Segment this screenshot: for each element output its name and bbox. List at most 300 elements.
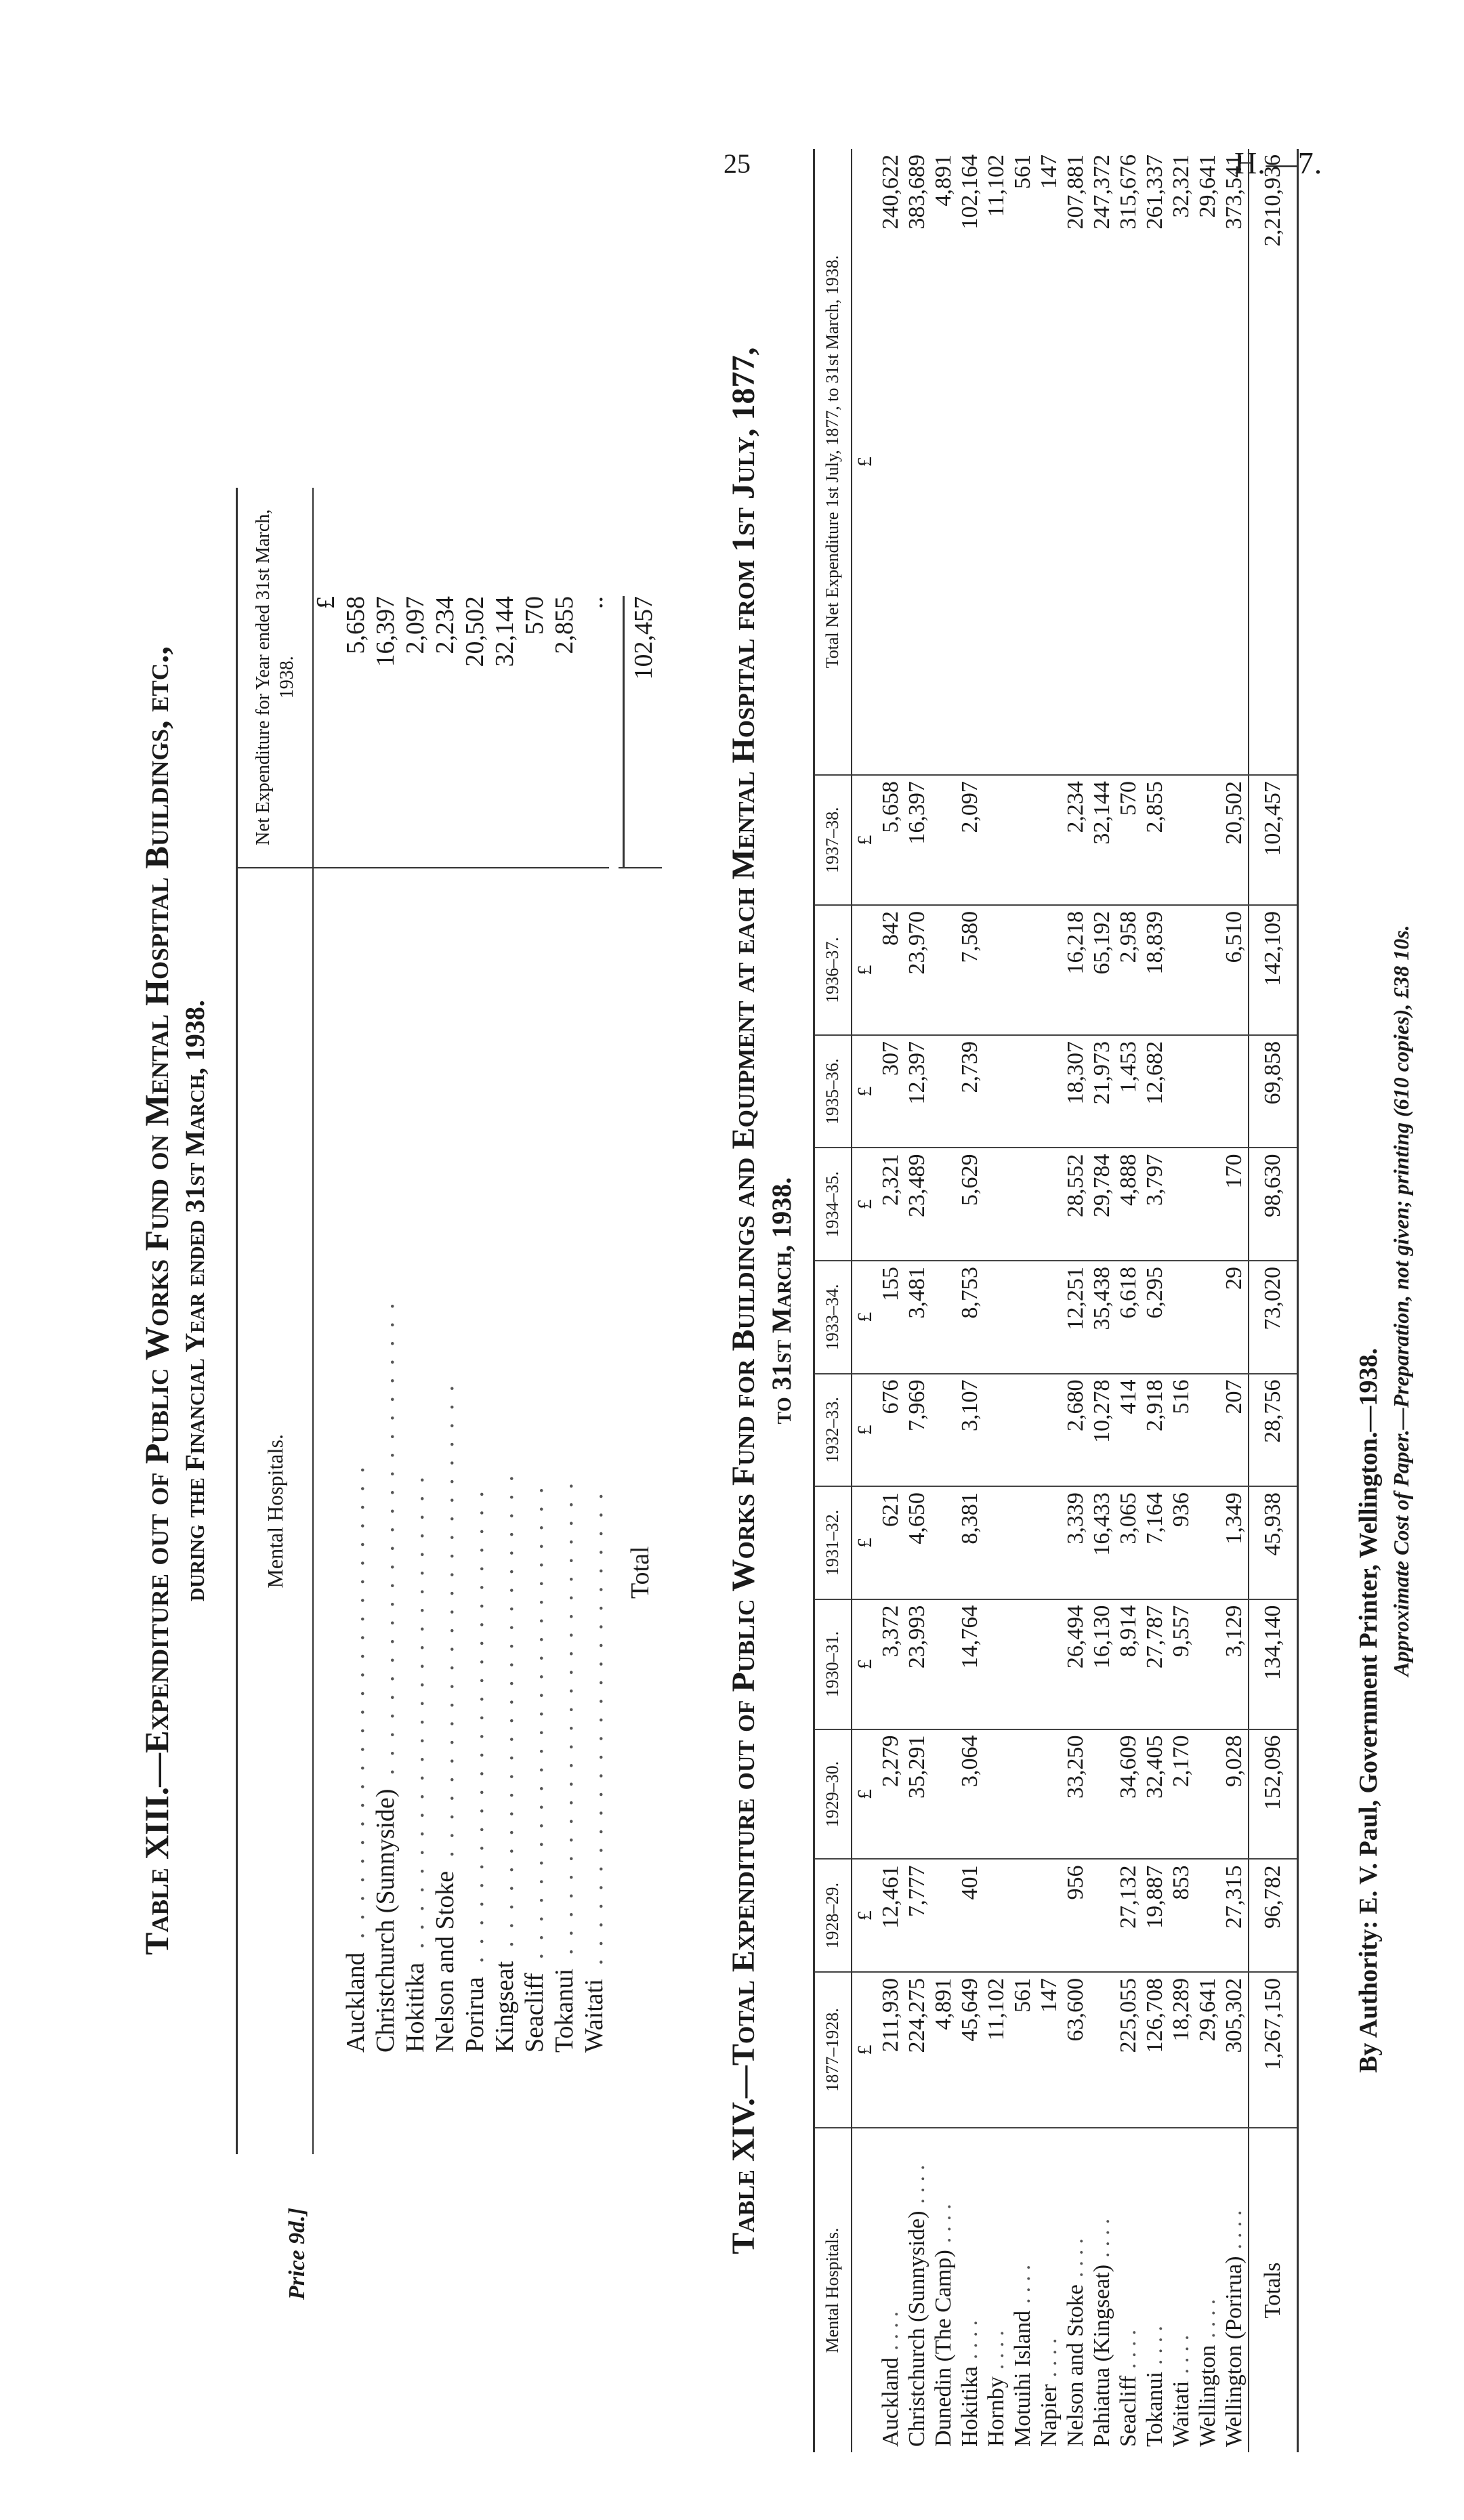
table14-row xyxy=(1063,149,1089,2452)
table14-cell: 3,064 xyxy=(957,1729,984,1860)
table13-hospital-name xyxy=(520,867,549,2154)
table13-value: 2,855 xyxy=(550,596,579,654)
table14-total-cell: 28,756 xyxy=(1249,1374,1298,1487)
table14-cell: 65,192 xyxy=(1089,905,1116,1035)
table14-col-header: Total Net Expenditure 1st July, 1877, to 31st March, 1938. xyxy=(814,149,852,775)
leader-dots: .......................... xyxy=(580,1481,608,1966)
table14-hospital-name xyxy=(1195,2128,1221,2452)
table14-cell: 7,164 xyxy=(1142,1486,1169,1599)
table14-row xyxy=(904,149,931,2452)
table13-subtitle: during the Financial Year ended 31st March, 1938. xyxy=(180,1000,210,1601)
table14-total-cell: 142,109 xyxy=(1249,905,1298,1035)
table14-cell: 28,552 xyxy=(1063,1148,1089,1261)
table14-cell xyxy=(1195,1261,1221,1374)
table14-hospital-name-text: Hornby xyxy=(984,2376,1009,2447)
table14-cell: 6,618 xyxy=(1116,1261,1142,1374)
table14-hospital-name-text: Napier xyxy=(1037,2384,1062,2447)
table14-cell: 5,629 xyxy=(957,1148,984,1261)
leader-dots: .......................... xyxy=(490,1463,519,1948)
table14-cell xyxy=(984,1599,1010,1729)
table14-cell: 8,753 xyxy=(957,1261,984,1374)
table14-cell xyxy=(1195,1486,1221,1599)
table14-cell xyxy=(931,1599,957,1729)
table13-hospital-name xyxy=(371,867,400,2154)
table14-hospital-name xyxy=(904,2128,931,2452)
leader-dots: .... xyxy=(1195,2293,1220,2338)
table14-cell: 621 xyxy=(878,1486,904,1599)
table14-cell: 14,764 xyxy=(957,1599,984,1729)
table14-col-header: 1936–37. xyxy=(814,905,852,1035)
table14-cell: 2,855 xyxy=(1142,775,1169,905)
table14-cell: 307 xyxy=(878,1035,904,1148)
leader-dots: .......................... xyxy=(371,1290,400,1776)
table13-total-label: Total xyxy=(619,867,662,2154)
table14-hospital-name xyxy=(1116,2128,1142,2452)
table14-cell: 247,372 xyxy=(1089,149,1116,775)
leader-dots: .... xyxy=(878,2305,903,2351)
table14-cell: 853 xyxy=(1169,1859,1195,1972)
table14-cell xyxy=(1037,1859,1063,1972)
table14-cell: 3,481 xyxy=(904,1261,931,1374)
table14-cell xyxy=(931,1859,957,1972)
table14-cell: 570 xyxy=(1116,775,1142,905)
table14-cell: 6,510 xyxy=(1221,905,1249,1035)
table14-hospital-name-text: Dunedin (The Camp) xyxy=(931,2250,956,2447)
table13-hospital-name-text: Waitati xyxy=(580,1979,608,2053)
table13-row xyxy=(549,488,579,2154)
table14-cell xyxy=(984,1148,1010,1261)
table13-value: 16,397 xyxy=(371,596,400,667)
table14-cell xyxy=(1169,905,1195,1035)
table14-unit: £ xyxy=(852,149,878,775)
table13-header xyxy=(236,488,314,2154)
table14-cell: 7,580 xyxy=(957,905,984,1035)
table14-cell: 6,295 xyxy=(1142,1261,1169,1374)
table13-value: 20,502 xyxy=(461,596,489,667)
table14-cell: 23,993 xyxy=(904,1599,931,1729)
table13-row xyxy=(341,488,371,2154)
leader-dots: .... xyxy=(1142,2320,1167,2366)
table14-hospital-name xyxy=(878,2128,904,2452)
table14-cell: 18,289 xyxy=(1169,1972,1195,2128)
table14-cell xyxy=(1195,905,1221,1035)
table13-row xyxy=(579,488,609,2154)
table14-cell xyxy=(984,775,1010,905)
table14-hospital-name xyxy=(931,2128,957,2452)
table14-cell: 842 xyxy=(878,905,904,1035)
table14-unit: £ xyxy=(852,1261,878,1374)
table14-cell: 29 xyxy=(1221,1261,1249,1374)
table14-unit: £ xyxy=(852,1599,878,1729)
table13-hospital-name-text: Kingseat xyxy=(490,1960,519,2053)
table14-cell: 4,891 xyxy=(931,1972,957,2128)
table14-cell: 19,887 xyxy=(1142,1859,1169,1972)
table14-cell xyxy=(1089,1972,1116,2128)
table14-cell: 35,291 xyxy=(904,1729,931,1860)
table13 xyxy=(236,488,662,2154)
table14-col-header: 1930–31. xyxy=(814,1599,852,1729)
table14-unit-spacer xyxy=(852,2128,878,2452)
leader-dots: .......................... xyxy=(461,1479,489,1964)
table14-title: Table XIV.—Total Expenditure out of Public Works Fund for Buildings and Equipment at each Mental Hospital from 1st July, 1877, xyxy=(726,347,761,2254)
leader-dots: .... xyxy=(1063,2233,1088,2278)
table14-cell: 12,682 xyxy=(1142,1035,1169,1148)
table14-cell: 29,641 xyxy=(1195,149,1221,775)
table14-unit: £ xyxy=(852,1859,878,1972)
leader-dots: .... xyxy=(1010,2259,1035,2304)
table14-col-header: 1934–35. xyxy=(814,1148,852,1261)
table14-cell: 45,649 xyxy=(957,1972,984,2128)
table14-cell xyxy=(1010,1486,1037,1599)
table13-total-row xyxy=(619,488,662,2154)
table14-cell: 224,275 xyxy=(904,1972,931,2128)
table14-cell: 3,129 xyxy=(1221,1599,1249,1729)
table13-total-value: 102,457 xyxy=(623,596,658,867)
table14-cell xyxy=(1010,1599,1037,1729)
table14-cell xyxy=(984,1374,1010,1487)
table14-cell: 956 xyxy=(1063,1859,1089,1972)
table14-hospital-name-text: Waitati xyxy=(1169,2380,1194,2447)
table14-cell xyxy=(1169,1261,1195,1374)
table14-hospital-name-text: Hokitika xyxy=(957,2366,982,2447)
table14-row xyxy=(1010,149,1037,2452)
table14-cell: 4,650 xyxy=(904,1486,931,1599)
table14-cell xyxy=(1037,1035,1063,1148)
table14-cell xyxy=(1169,1035,1195,1148)
table14-cell xyxy=(1037,1486,1063,1599)
table14-cell: 18,839 xyxy=(1142,905,1169,1035)
table14-cell xyxy=(931,1729,957,1860)
table14-col-header: 1877–1928. xyxy=(814,1972,852,2128)
table14-subtitle: to 31st March, 1938. xyxy=(766,1177,797,1425)
table14-cell: 4,891 xyxy=(931,149,957,775)
table14-cell: 7,777 xyxy=(904,1859,931,1972)
table13-hospital-name xyxy=(430,867,460,2154)
table14-cell: 33,250 xyxy=(1063,1729,1089,1860)
table14-cell xyxy=(1010,905,1037,1035)
table13-hospital-name xyxy=(579,867,609,2154)
leader-dots: .......................... xyxy=(520,1475,549,1960)
table13-hospital-name xyxy=(400,867,430,2154)
table14-cell: 240,622 xyxy=(878,149,904,775)
leader-dots: .... xyxy=(1116,2324,1141,2369)
table14-totals-row xyxy=(1249,149,1298,2452)
table14-hospital-name-text: Wellington (Porirua) xyxy=(1221,2256,1247,2447)
table14-cell: 12,251 xyxy=(1063,1261,1089,1374)
table14-cell xyxy=(931,1148,957,1261)
table14-hospital-name xyxy=(1037,2128,1063,2452)
table14-col-header: 1931–32. xyxy=(814,1486,852,1599)
table14-col-header: Mental Hospitals. xyxy=(814,2128,852,2452)
table14-cell xyxy=(931,1486,957,1599)
leader-dots: .... xyxy=(1221,2204,1247,2250)
table14-cell xyxy=(1010,1729,1037,1860)
leader-dots: .......................... xyxy=(431,1372,459,1857)
table14-cell xyxy=(931,905,957,1035)
table14-cell: 32,321 xyxy=(1169,149,1195,775)
table14-cell: 3,797 xyxy=(1142,1148,1169,1261)
table13-row xyxy=(400,488,430,2154)
table14-cell: 3,065 xyxy=(1116,1486,1142,1599)
table14-cell xyxy=(931,775,957,905)
table14-cell: 170 xyxy=(1221,1148,1249,1261)
table14-hospital-name xyxy=(1169,2128,1195,2452)
table13-value: 2,234 xyxy=(431,596,459,654)
table14-cell: 102,164 xyxy=(957,149,984,775)
page-code: H.—7. xyxy=(1234,146,1323,180)
table14-cell: 155 xyxy=(878,1261,904,1374)
table14-unit: £ xyxy=(852,1729,878,1860)
table14-hospital-name-text: Christchurch (Sunnyside) xyxy=(904,2210,929,2447)
table14-cell: 2,321 xyxy=(878,1148,904,1261)
table14-cell: 21,973 xyxy=(1089,1035,1116,1148)
table14-cell: 516 xyxy=(1169,1374,1195,1487)
table14-cell xyxy=(1195,1729,1221,1860)
table14-unit: £ xyxy=(852,905,878,1035)
table14-cell xyxy=(1010,1859,1037,1972)
table14-cell: 401 xyxy=(957,1859,984,1972)
leader-dots: .... xyxy=(1089,2212,1114,2258)
table14-cell: 147 xyxy=(1037,1972,1063,2128)
table13-hospital-name-text: Tokanui xyxy=(550,1969,579,2053)
table14-row xyxy=(1089,149,1116,2452)
table14-cell: 126,708 xyxy=(1142,1972,1169,2128)
table14-cell: 8,914 xyxy=(1116,1599,1142,1729)
table14-cell xyxy=(984,1035,1010,1148)
table14-cell: 147 xyxy=(1037,149,1063,775)
table14-cell: 1,453 xyxy=(1116,1035,1142,1148)
table14-cell xyxy=(1037,1261,1063,1374)
landscape-content xyxy=(129,135,1457,2466)
table14-row xyxy=(1169,149,1195,2452)
table14-cell: 29,641 xyxy=(1195,1972,1221,2128)
table14-cell: 11,102 xyxy=(984,149,1010,775)
table13-hospital-name-text: Porirua xyxy=(461,1977,489,2053)
table14-cell xyxy=(1037,1374,1063,1487)
table14-row xyxy=(1116,149,1142,2452)
table14-total-cell: 1,267,150 xyxy=(1249,1972,1298,2128)
table14-cell xyxy=(931,1035,957,1148)
table13-hospital-name-text: Nelson and Stoke xyxy=(431,1870,459,2053)
table14-row xyxy=(984,149,1010,2452)
table14-cell: 27,132 xyxy=(1116,1859,1142,1972)
table14-hospital-name-text: Tokanui xyxy=(1142,2372,1167,2447)
table14-cell xyxy=(1089,1729,1116,1860)
table14-cell: 12,397 xyxy=(904,1035,931,1148)
table14-cell xyxy=(984,1729,1010,1860)
table14-cell xyxy=(1195,1859,1221,1972)
table13-hospital-name-text: Seacliff xyxy=(520,1973,549,2053)
table13-row xyxy=(430,488,460,2154)
table14-cell xyxy=(1037,905,1063,1035)
table14-cell: 561 xyxy=(1010,1972,1037,2128)
table14-cell: 26,494 xyxy=(1063,1599,1089,1729)
table14-cell: 2,097 xyxy=(957,775,984,905)
table14-hospital-name xyxy=(957,2128,984,2452)
table13-value: 2,097 xyxy=(401,596,430,654)
table13-hospital-name xyxy=(341,867,371,2154)
table14-cell: 2,279 xyxy=(878,1729,904,1860)
table14-hospital-name xyxy=(1221,2128,1249,2452)
table14-cell: 2,918 xyxy=(1142,1374,1169,1487)
table14-cell: 11,102 xyxy=(984,1972,1010,2128)
table14-cell: 261,337 xyxy=(1142,149,1169,775)
table14 xyxy=(813,149,1299,2452)
table14-col-header: 1928–29. xyxy=(814,1859,852,1972)
table14-cell xyxy=(984,905,1010,1035)
leader-dots: .... xyxy=(904,2159,929,2204)
table14-cell: 32,405 xyxy=(1142,1729,1169,1860)
table14-col-header: 1929–30. xyxy=(814,1729,852,1860)
table14-cell: 23,970 xyxy=(904,905,931,1035)
table13-col-value: Net Expenditure for Year ended 31st March, 1938. xyxy=(253,509,297,845)
table14-cell: 2,958 xyxy=(1116,905,1142,1035)
table14-cell: 936 xyxy=(1169,1486,1195,1599)
table13-value: 32,144 xyxy=(490,596,519,667)
table14-hospital-name-text: Wellington xyxy=(1195,2345,1220,2447)
table14-total-cell: 2,210,936 xyxy=(1249,149,1298,775)
footer-authority: By Authority: E. V. Paul, Government Printer, Wellington.—1938. xyxy=(1354,1347,1383,2073)
table14-hospital-name xyxy=(1142,2128,1169,2452)
table14-unit-row xyxy=(852,149,878,2452)
table14-unit: £ xyxy=(852,1972,878,2128)
table14-cell xyxy=(1037,1599,1063,1729)
table14-row xyxy=(1037,149,1063,2452)
table14-row xyxy=(878,149,904,2452)
table13-row xyxy=(520,488,549,2154)
table14-cell: 27,787 xyxy=(1142,1599,1169,1729)
page-number: 25 xyxy=(724,148,751,179)
table14-cell: 16,218 xyxy=(1063,905,1089,1035)
leader-dots: .... xyxy=(1169,2329,1194,2374)
table14-cell: 3,372 xyxy=(878,1599,904,1729)
table14-totals-label: Totals xyxy=(1249,2128,1298,2452)
table14-col-header: 1937–38. xyxy=(814,775,852,905)
table13-body xyxy=(341,488,609,2154)
table14-cell: 315,676 xyxy=(1116,149,1142,775)
table14-cell: 225,055 xyxy=(1116,1972,1142,2128)
table14-cell: 676 xyxy=(878,1374,904,1487)
table14-cell xyxy=(1195,1035,1221,1148)
table14-cell: 305,302 xyxy=(1221,1972,1249,2128)
table14-cell xyxy=(984,1261,1010,1374)
footer-cost: Approximate Cost of Paper.—Preparation, not given; printing (610 copies), £38 10s. xyxy=(1389,925,1413,1677)
table14-cell: 4,888 xyxy=(1116,1148,1142,1261)
table14-total-cell: 45,938 xyxy=(1249,1486,1298,1599)
table14-row xyxy=(1221,149,1249,2452)
table13-value: .. xyxy=(580,596,608,609)
table14-cell: 16,433 xyxy=(1089,1486,1116,1599)
table13-row xyxy=(371,488,400,2154)
table14-cell: 12,461 xyxy=(878,1859,904,1972)
table14-cell: 18,307 xyxy=(1063,1035,1089,1148)
table13-hospital-name xyxy=(490,867,520,2154)
table13-hospital-name xyxy=(460,867,490,2154)
table14-cell: 1,349 xyxy=(1221,1486,1249,1599)
table14-cell: 3,339 xyxy=(1063,1486,1089,1599)
table14-col-header: 1932–33. xyxy=(814,1374,852,1487)
table14-cell xyxy=(1169,1148,1195,1261)
table14-cell: 373,541 xyxy=(1221,149,1249,775)
table14-cell: 34,609 xyxy=(1116,1729,1142,1860)
table14-cell: 63,600 xyxy=(1063,1972,1089,2128)
table14-total-cell: 102,457 xyxy=(1249,775,1298,905)
table14-total-cell: 134,140 xyxy=(1249,1599,1298,1729)
table14-cell xyxy=(1010,1374,1037,1487)
table14-unit: £ xyxy=(852,1148,878,1261)
table14-hospital-name-text: Nelson and Stoke xyxy=(1063,2284,1088,2447)
table14-unit: £ xyxy=(852,1374,878,1487)
table14-cell xyxy=(1195,1599,1221,1729)
table14-cell xyxy=(1089,1859,1116,1972)
table14-hospital-name-text: Motuihi Island xyxy=(1010,2310,1035,2447)
table14-cell: 2,739 xyxy=(957,1035,984,1148)
table14-cell xyxy=(1195,1148,1221,1261)
table14-cell: 27,315 xyxy=(1221,1859,1249,1972)
table14-cell xyxy=(984,1486,1010,1599)
table14-hospital-name xyxy=(1063,2128,1089,2452)
table14-hospital-name-text: Seacliff xyxy=(1116,2375,1141,2447)
table13-title: Table XIII.—Expenditure out of Public Works Fund on Mental Hospital Buildings, etc., xyxy=(138,646,175,1955)
leader-dots: .... xyxy=(1037,2332,1062,2378)
table14-cell: 383,689 xyxy=(904,149,931,775)
table14-cell: 32,144 xyxy=(1089,775,1116,905)
table14-col-header: 1933–34. xyxy=(814,1261,852,1374)
table14-cell xyxy=(1195,1374,1221,1487)
table14-total-cell: 73,020 xyxy=(1249,1261,1298,1374)
table14-row xyxy=(1195,149,1221,2452)
table14-cell xyxy=(1010,1148,1037,1261)
table13-row xyxy=(490,488,520,2154)
table14-cell: 20,502 xyxy=(1221,775,1249,905)
table14-cell: 2,680 xyxy=(1063,1374,1089,1487)
table14-total-cell: 69,858 xyxy=(1249,1035,1298,1148)
table14-cell: 207,881 xyxy=(1063,149,1089,775)
leader-dots: .......................... xyxy=(401,1465,430,1950)
table14-cell: 2,234 xyxy=(1063,775,1089,905)
table14-unit: £ xyxy=(852,775,878,905)
table14-cell xyxy=(1010,1035,1037,1148)
table14-hospital-name xyxy=(1089,2128,1116,2452)
leader-dots: .... xyxy=(984,2325,1009,2370)
table14-cell: 9,028 xyxy=(1221,1729,1249,1860)
table14-cell xyxy=(1037,775,1063,905)
table13-hospital-name-text: Hokitika xyxy=(401,1962,430,2053)
table14-cell: 414 xyxy=(1116,1374,1142,1487)
table13-unit-row xyxy=(314,488,341,2154)
leader-dots: .......................... xyxy=(341,1454,370,1939)
table14-cell: 3,107 xyxy=(957,1374,984,1487)
table14-cell: 561 xyxy=(1010,149,1037,775)
table14-total-cell: 96,782 xyxy=(1249,1859,1298,1972)
table14-row xyxy=(957,149,984,2452)
table14-cell xyxy=(1195,775,1221,905)
table14-unit: £ xyxy=(852,1486,878,1599)
leader-dots: .......................... xyxy=(550,1471,579,1956)
table14-cell: 10,278 xyxy=(1089,1374,1116,1487)
leader-dots: .... xyxy=(957,2315,982,2360)
table14-header xyxy=(814,149,852,2452)
price-label: Price 9d.] xyxy=(285,2208,310,2300)
table14-hospital-name xyxy=(1010,2128,1037,2452)
table13-unit: £ xyxy=(312,596,340,609)
table14-cell xyxy=(1221,1035,1249,1148)
table14-cell: 29,784 xyxy=(1089,1148,1116,1261)
table13-unit-spacer xyxy=(314,867,341,2154)
table14-cell: 5,658 xyxy=(878,775,904,905)
table14-cell: 8,381 xyxy=(957,1486,984,1599)
table14-hospital-name-text: Pahiatua (Kingseat) xyxy=(1089,2264,1114,2447)
